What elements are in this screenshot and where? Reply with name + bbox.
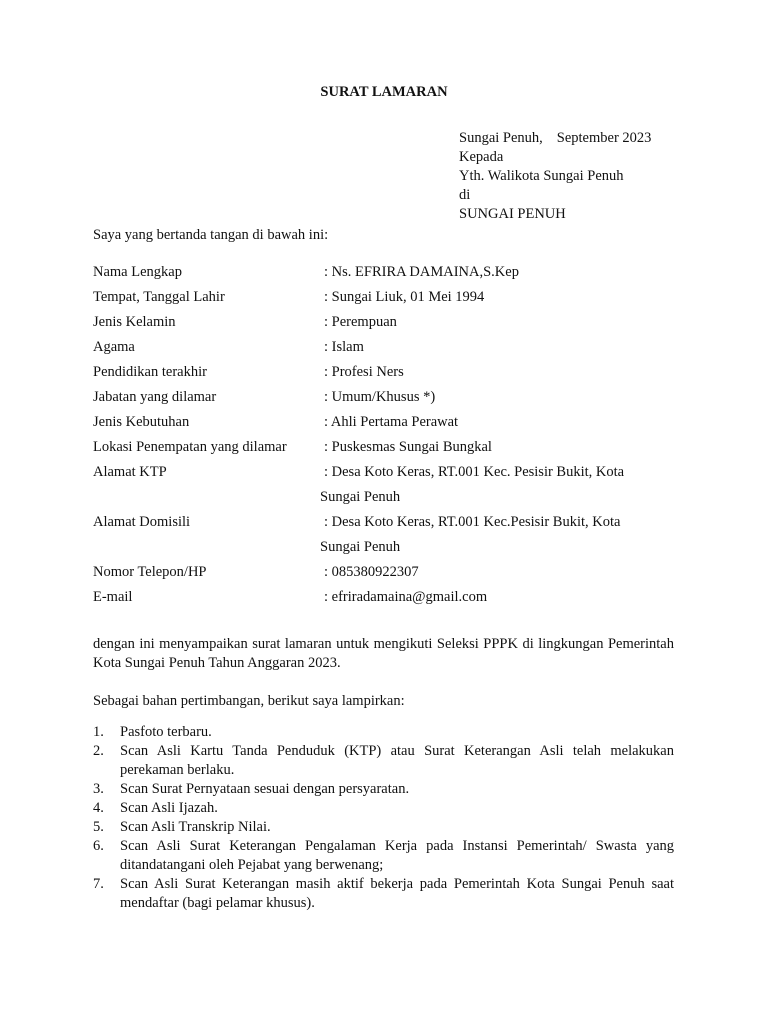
list-text: Pasfoto terbaru.	[120, 724, 212, 740]
field-row-pendidikan	[93, 363, 693, 388]
list-text: Scan Asli Surat Keterangan masih aktif bekerja pada Pemerintah Kota Sungai Penuh saat mendaftar (bagi pelamar khusus).	[120, 876, 674, 911]
field-value: : Islam	[324, 339, 364, 355]
field-label: Tempat, Tanggal Lahir	[93, 289, 225, 305]
field-value: : Sungai Liuk, 01 Mei 1994	[324, 289, 485, 305]
attachment-list	[93, 723, 674, 913]
statement-paragraph: dengan ini menyampaikan surat lamaran untuk mengikuti Seleksi PPPK di lingkungan Pemerintah Kota Sungai Penuh Tahun Anggaran 2023.	[93, 636, 674, 671]
field-value: : Puskesmas Sungai Bungkal	[324, 439, 492, 455]
place-date	[459, 129, 759, 148]
field-row-kelamin	[93, 313, 693, 338]
list-number: 1.	[93, 724, 104, 740]
field-value-line1: : Desa Koto Keras, RT.001 Kec.Pesisir Bukit, Kota	[324, 514, 621, 530]
field-value: : Perempuan	[324, 314, 397, 330]
recipient-line: Yth. Walikota Sungai Penuh	[459, 168, 624, 184]
field-value: : efriradamaina@gmail.com	[324, 589, 488, 605]
field-value: : Ahli Pertama Perawat	[324, 414, 459, 430]
list-number: 2.	[93, 743, 104, 759]
city-line: SUNGAI PENUH	[459, 206, 566, 222]
field-label: Jabatan yang dilamar	[93, 389, 217, 405]
field-row-nama	[93, 263, 693, 288]
field-value: : Umum/Khusus *)	[324, 389, 436, 405]
list-number: 6.	[93, 838, 104, 854]
field-value-line2: Sungai Penuh	[320, 489, 401, 505]
list-item	[93, 837, 674, 875]
field-value-line1: : Desa Koto Keras, RT.001 Kec. Pesisir Bukit, Kota	[324, 464, 625, 480]
list-item	[93, 742, 674, 780]
list-text: Scan Asli Transkrip Nilai.	[120, 819, 271, 835]
field-row-agama	[93, 338, 693, 363]
list-number: 7.	[93, 876, 104, 892]
address-block	[459, 129, 759, 224]
kepada-line: Kepada	[459, 149, 504, 165]
di-line: di	[459, 187, 471, 203]
field-label: Alamat KTP	[93, 464, 167, 480]
field-label: Agama	[93, 339, 135, 355]
field-value	[320, 513, 664, 557]
list-item	[93, 780, 674, 799]
field-row-alamat-domisili	[93, 513, 693, 563]
field-label: Nomor Telepon/HP	[93, 564, 207, 580]
field-label: Jenis Kebutuhan	[93, 414, 190, 430]
field-value: : Ns. EFRIRA DAMAINA,S.Kep	[324, 264, 519, 280]
list-text: Scan Asli Surat Keterangan Pengalaman Kerja pada Instansi Pemerintah/ Swasta yang ditandatangani oleh Pejabat yang berwenang;	[120, 838, 674, 873]
field-row-telepon	[93, 563, 693, 588]
list-item	[93, 875, 674, 913]
field-label: Pendidikan terakhir	[93, 364, 207, 380]
list-number: 3.	[93, 781, 104, 797]
list-number: 5.	[93, 819, 104, 835]
list-text: Scan Surat Pernyataan sesuai dengan persyaratan.	[120, 781, 410, 797]
list-item	[93, 723, 674, 742]
field-row-email	[93, 588, 693, 613]
intro-text: Saya yang bertanda tangan di bawah ini:	[93, 227, 329, 243]
list-number: 4.	[93, 800, 104, 816]
field-label: Alamat Domisili	[93, 514, 191, 530]
field-value: : Profesi Ners	[324, 364, 404, 380]
field-label: Jenis Kelamin	[93, 314, 176, 330]
field-value-line2: Sungai Penuh	[320, 539, 401, 555]
field-row-ttl	[93, 288, 693, 313]
field-label: E-mail	[93, 589, 133, 605]
list-item	[93, 799, 674, 818]
field-row-lokasi	[93, 438, 693, 463]
field-label: Lokasi Penempatan yang dilamar	[93, 439, 287, 455]
field-row-kebutuhan	[93, 413, 693, 438]
field-row-jabatan	[93, 388, 693, 413]
attachment-intro: Sebagai bahan pertimbangan, berikut saya lampirkan:	[93, 693, 405, 709]
list-text: Scan Asli Kartu Tanda Penduduk (KTP) atau Surat Keterangan Asli telah melakukan perekaman berlaku.	[120, 743, 674, 778]
city-date: Sungai Penuh,	[459, 130, 543, 146]
field-row-alamat-ktp	[93, 463, 693, 513]
field-value	[320, 463, 664, 507]
document-title: SURAT LAMARAN	[320, 84, 448, 100]
applicant-fields	[93, 263, 693, 613]
field-label: Nama Lengkap	[93, 264, 182, 280]
list-text: Scan Asli Ijazah.	[120, 800, 218, 816]
list-item	[93, 818, 674, 837]
month-year: September 2023	[556, 130, 652, 146]
field-value: : 085380922307	[324, 564, 419, 580]
